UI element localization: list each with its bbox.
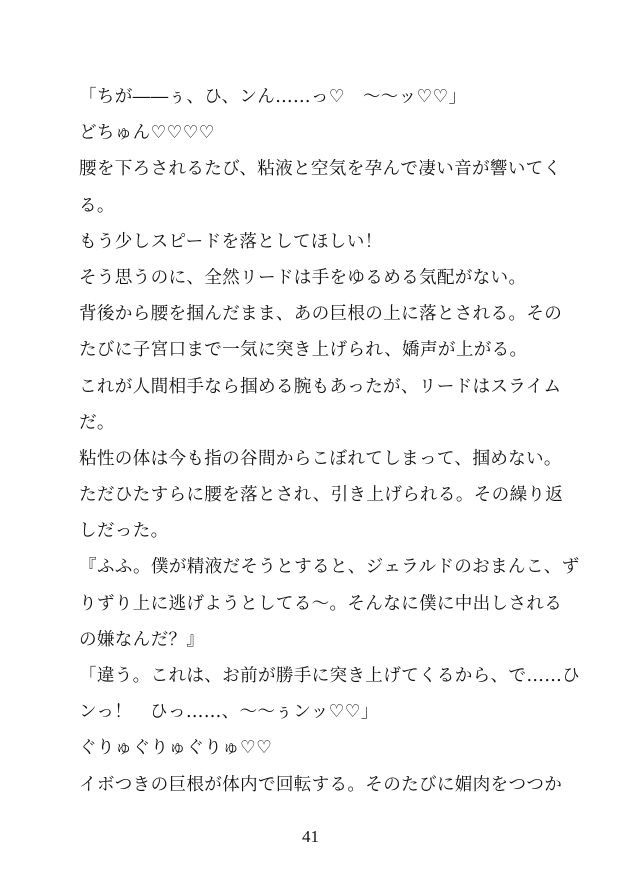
text-line: 「ちが――ぅ、ひ、ンん……っ♡ ～～ッ♡♡」 (79, 87, 467, 107)
text-line: る。 (79, 195, 115, 216)
text-line: イボつきの巨根が体内で回転する。そのたびに媚肉をつつか (79, 774, 563, 795)
text-line: 『ふふ。僕が精液だそうとすると、ジェラルドのおまんこ、ず (79, 557, 580, 578)
text-line: の嫌なんだ？』 (79, 629, 205, 650)
text-line: ンっ！ ひっ……、～～ぅンッ♡♡」 (79, 702, 379, 723)
text-line: どちゅん♡♡♡♡ (79, 123, 215, 144)
text-line: 「違う。これは、お前が勝手に突き上げてくるから、で……ひ (79, 666, 581, 686)
text-line: そう思うのに、全然リードは手をゆるめる気配がない。 (79, 267, 527, 288)
text-line: たびに子宮口まで一気に突き上げられ、嬌声が上がる。 (79, 340, 528, 361)
text-line: りずり上に逃げようとしてる～。そんなに僕に中出しされる (79, 593, 563, 614)
text-line: しだった。 (79, 521, 169, 542)
text-line: これが人間相手なら掴める腕もあったが、リードはスライム (79, 376, 562, 397)
page-number: 41 (302, 827, 319, 846)
body-text (79, 79, 581, 803)
text-line: もう少しスピードを落としてほしい！ (79, 231, 383, 252)
text-line: 背後から腰を掴んだまま、あの巨根の上に落とされる。その (79, 304, 563, 325)
text-line: ぐりゅぐりゅぐりゅ♡♡ (79, 738, 273, 759)
text-line: ただひたすらに腰を落とされ、引き上げられる。その繰り返 (79, 485, 564, 506)
text-line: 粘性の体は今も指の谷間からこぼれてしまって、掴めない。 (79, 448, 562, 469)
text-line: 腰を下ろされるたび、粘液と空気を孕んで凄い音が響いてく (79, 159, 562, 180)
text-line: だ。 (79, 412, 115, 433)
